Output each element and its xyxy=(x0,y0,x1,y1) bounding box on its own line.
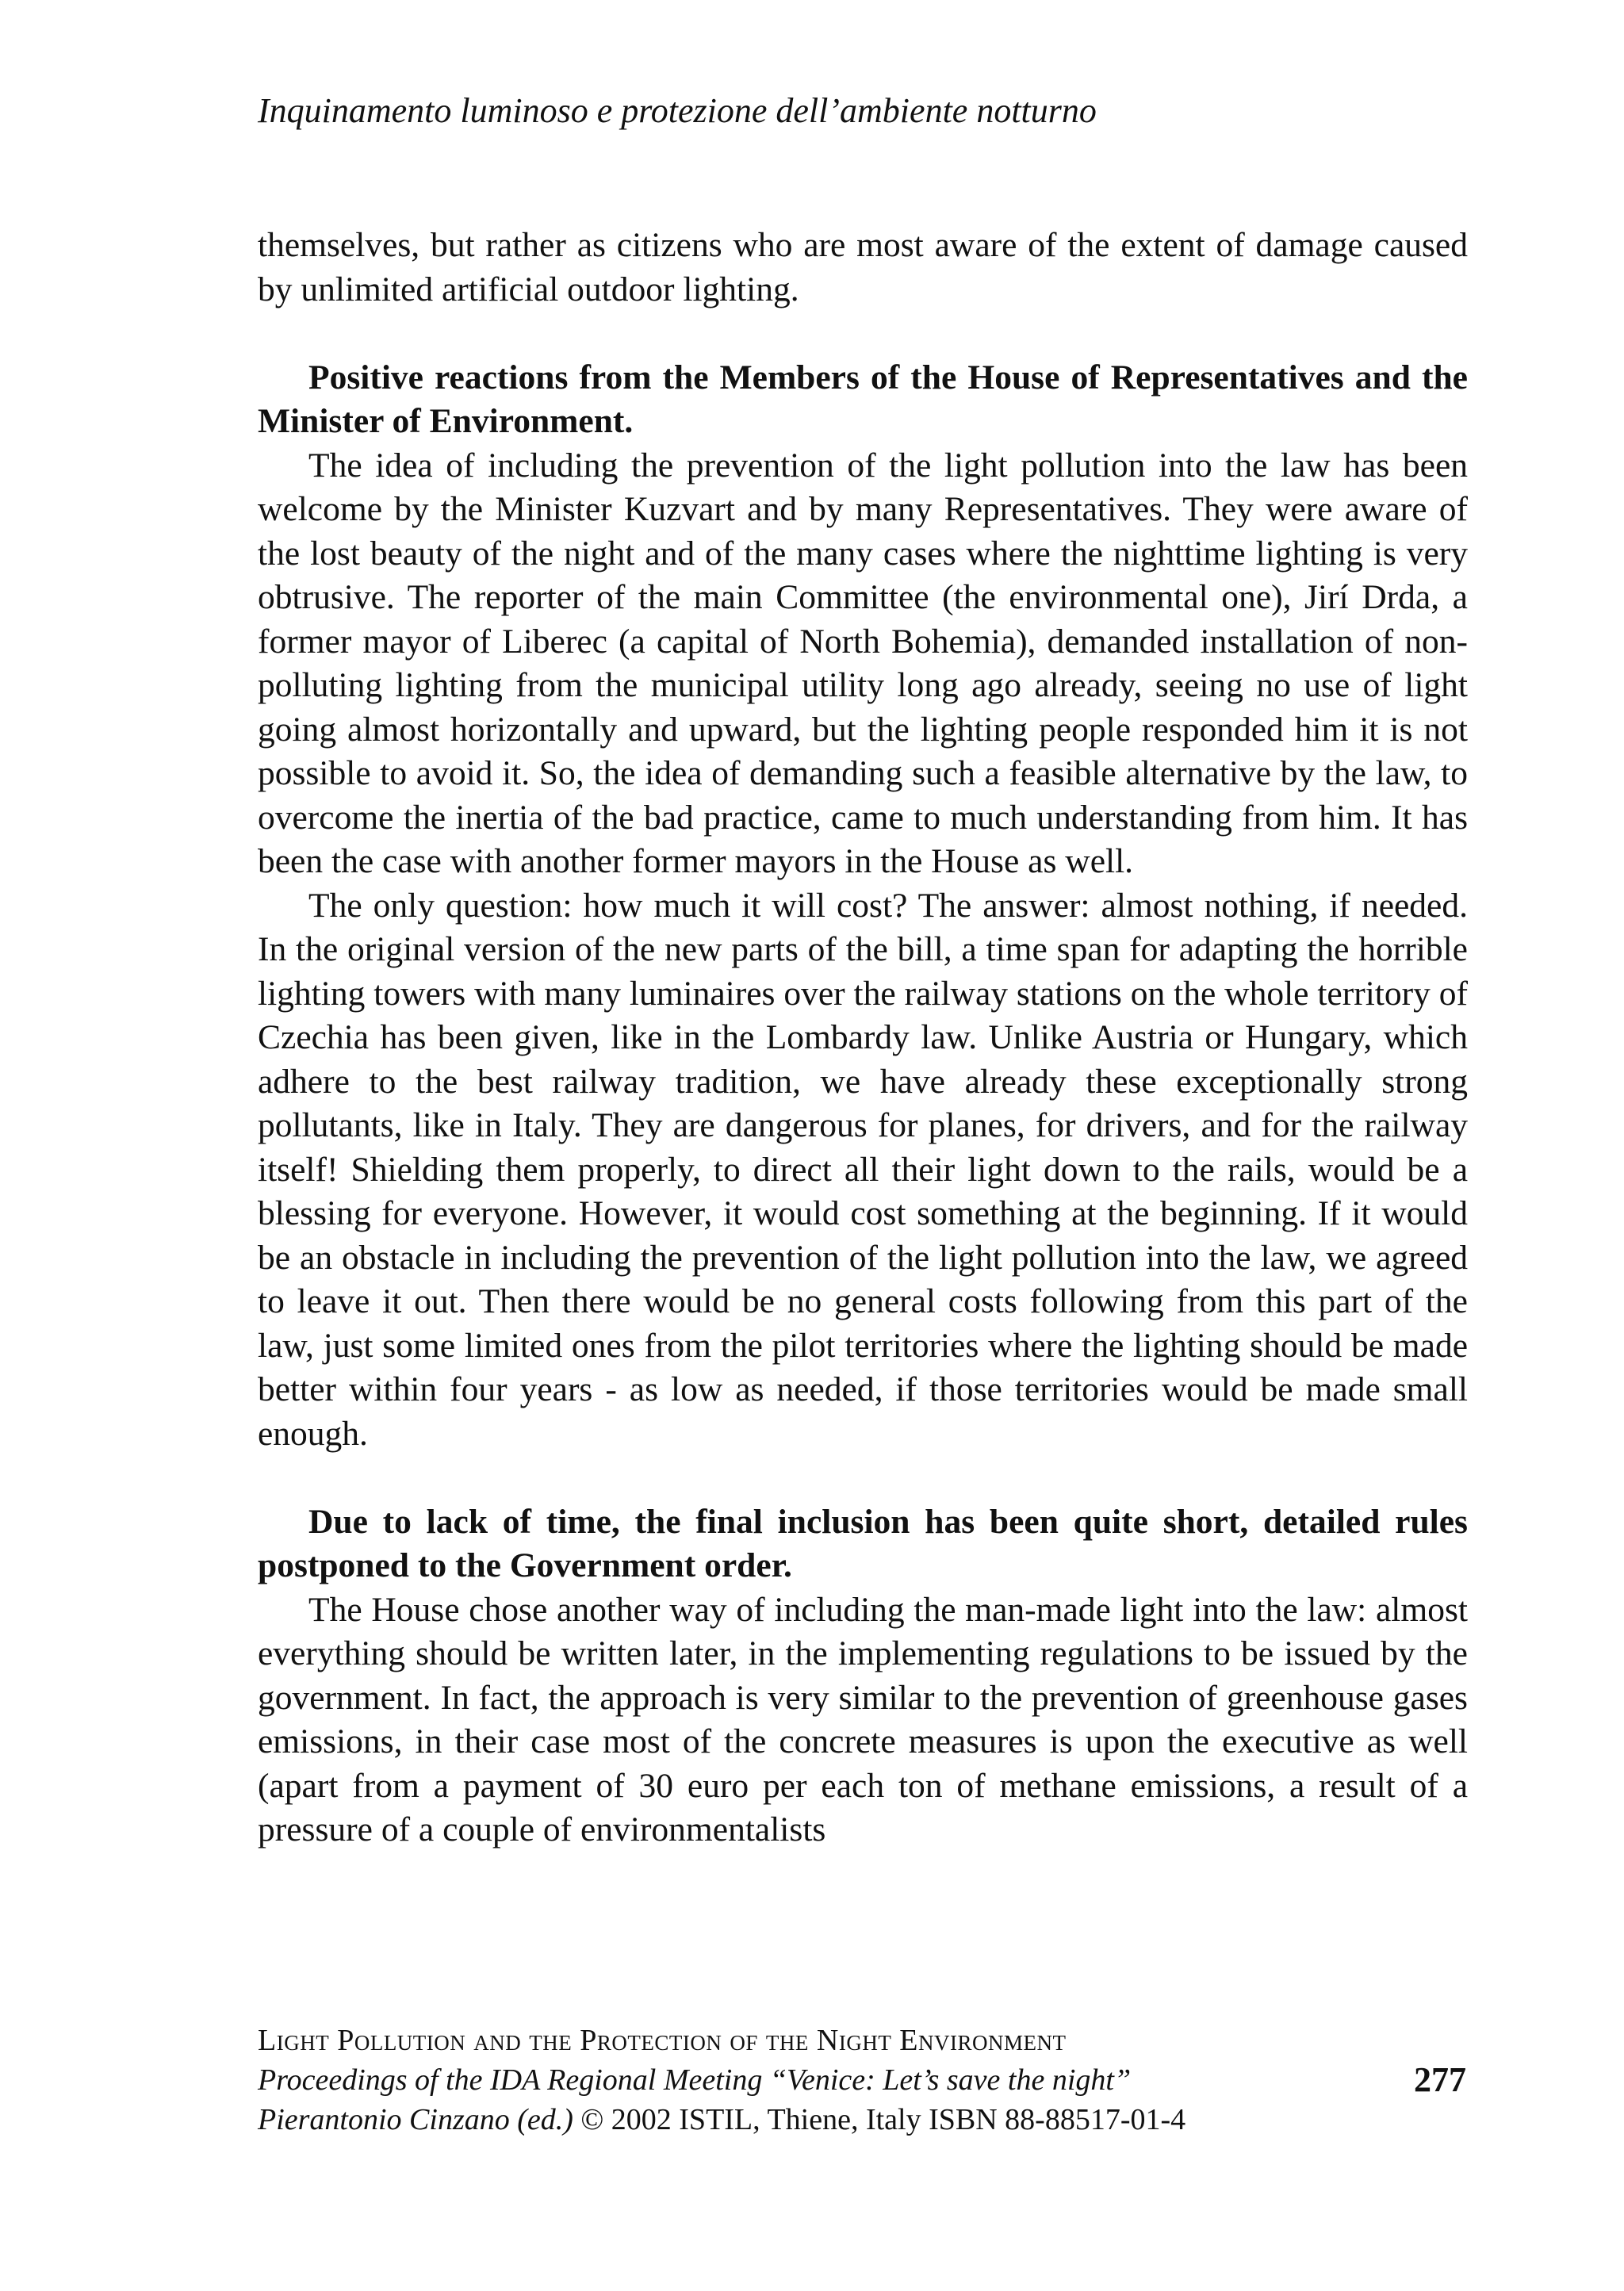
footer-publisher: © 2002 ISTIL, Thiene, Italy ISBN 88-88517-01-4 xyxy=(580,2103,1186,2136)
paragraph-continuation: themselves, but rather as citizens who are most aware of the extent of damage caused by unlimited artificial outdoor lighting. xyxy=(258,226,1468,308)
section-heading-positive-reactions: Positive reactions from the Members of the House of Representatives and the Minister of Environment. xyxy=(258,358,1468,440)
paragraph-gap xyxy=(258,1456,1468,1500)
page-number: 277 xyxy=(1414,2060,1466,2099)
section-heading-final-inclusion: Due to lack of time, the final inclusion has been quite short, detailed rules postponed to the Government order. xyxy=(258,1502,1468,1584)
running-header: Inquinamento luminoso e protezione dell’ambiente notturno xyxy=(258,91,1097,130)
paragraph-house-chose: The House chose another way of including the man-made light into the law: almost everything should be written later, in the implementing regulations to be issued by the government. In fact, the approach is very similar to the prevention of greenhouse gases emissions, in their case most of the concrete measures is upon the executive as well (apart from a payment of 30 euro per each ton of methane emissions, a result of a pressure of a couple of environmentalists xyxy=(258,1590,1468,1849)
footer-series-title: Light Pollution and the Protection of the Night Environment xyxy=(258,2024,1067,2057)
footer-citation xyxy=(258,2100,1468,2140)
body-text xyxy=(258,224,1468,1852)
page-footer xyxy=(258,2021,1468,2140)
footer-proceedings: Proceedings of the IDA Regional Meeting “Venice: Let’s save the night” xyxy=(258,2063,1132,2097)
footer-editor: Pierantonio Cinzano (ed.) xyxy=(258,2103,573,2136)
paragraph-gap xyxy=(258,312,1468,356)
paragraph-minister-kuzvart: The idea of including the prevention of the light pollution into the law has been welcome by the Minister Kuzvart and by many Representatives. They were aware of the lost beauty of the night and of the many cases where the nighttime lighting is very obtrusive. The reporter of the main Committee (the environmental one), Jirí Drda, a former mayor of Liberec (a capital of North Bohemia), demanded installation of non-polluting lighting from the municipal utility long ago already, seeing no use of light going almost horizontally and upward, but the lighting people responded him it is not possible to avoid it. So, the idea of demanding such a feasible alternative by the law, to overcome the inertia of the bad practice, came to much understanding from him. It has been the case with another former mayors in the House as well. xyxy=(258,446,1468,880)
paragraph-cost-question: The only question: how much it will cost? The answer: almost nothing, if needed. In the original version of the new parts of the bill, a time span for adapting the horrible lighting towers with many luminaires over the railway stations on the whole territory of Czechia has been given, like in the Lombardy law. Unlike Austria or Hungary, which adhere to the best railway tradition, we have already these exceptionally strong pollutants, like in Italy. They are dangerous for planes, for drivers, and for the railway itself! Shielding them properly, to direct all their light down to the rails, would be a blessing for everyone. However, it would cost something at the beginning. If it would be an obstacle in including the prevention of the light pollution into the law, we agreed to leave it out. Then there would be no general costs following from this part of the law, just some limited ones from the pilot territories where the lighting should be made better within four years - as low as needed, if those territories would be made small enough. xyxy=(258,886,1468,1453)
